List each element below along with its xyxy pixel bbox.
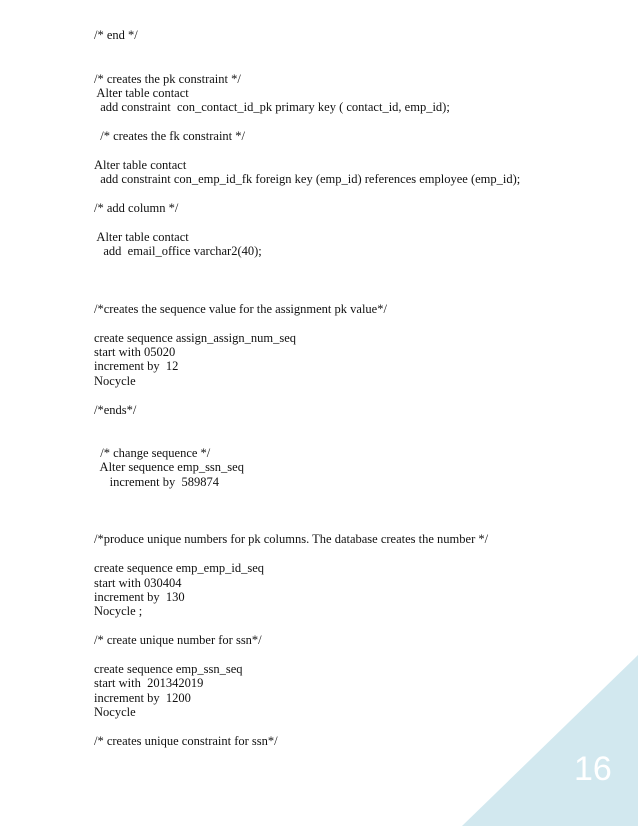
code-line: increment by 12 — [94, 359, 179, 373]
code-line: /*creates the sequence value for the assignment pk value*/ — [94, 302, 387, 316]
code-line: Nocycle — [94, 705, 136, 719]
code-line: increment by 589874 — [94, 475, 219, 489]
code-line: start with 05020 — [94, 345, 176, 359]
code-line: start with 030404 — [94, 576, 182, 590]
code-line: /*ends*/ — [94, 403, 137, 417]
code-line: /* creates the fk constraint */ — [94, 129, 245, 143]
corner-triangle — [462, 655, 638, 826]
code-line: start with 201342019 — [94, 676, 204, 690]
code-line: Alter table contact — [94, 230, 189, 244]
code-line: /*produce unique numbers for pk columns. The database creates the number */ — [94, 532, 489, 546]
code-line: add constraint con_emp_id_fk foreign key (emp_id) references employee (emp_id); — [94, 172, 521, 186]
code-line: /* add column */ — [94, 201, 179, 215]
code-line: /* create unique number for ssn*/ — [94, 633, 262, 647]
code-line: create sequence emp_ssn_seq — [94, 662, 243, 676]
page-number: 16 — [574, 750, 612, 788]
code-line: Alter table contact — [94, 86, 189, 100]
code-line: add email_office varchar2(40); — [94, 244, 262, 258]
code-line: Nocycle ; — [94, 604, 143, 618]
code-line: Alter sequence emp_ssn_seq — [94, 460, 244, 474]
code-line: Alter table contact — [94, 158, 187, 172]
code-line: increment by 1200 — [94, 691, 191, 705]
code-line: /* change sequence */ — [94, 446, 211, 460]
code-line: increment by 130 — [94, 590, 185, 604]
code-line: add constraint con_contact_id_pk primary key ( contact_id, emp_id); — [94, 100, 450, 114]
code-line: create sequence emp_emp_id_seq — [94, 561, 265, 575]
code-line: /* end */ — [94, 28, 138, 42]
code-line: Nocycle — [94, 374, 136, 388]
code-line: create sequence assign_assign_num_seq — [94, 331, 297, 345]
code-line: /* creates unique constraint for ssn*/ — [94, 734, 278, 748]
code-line: /* creates the pk constraint */ — [94, 72, 241, 86]
